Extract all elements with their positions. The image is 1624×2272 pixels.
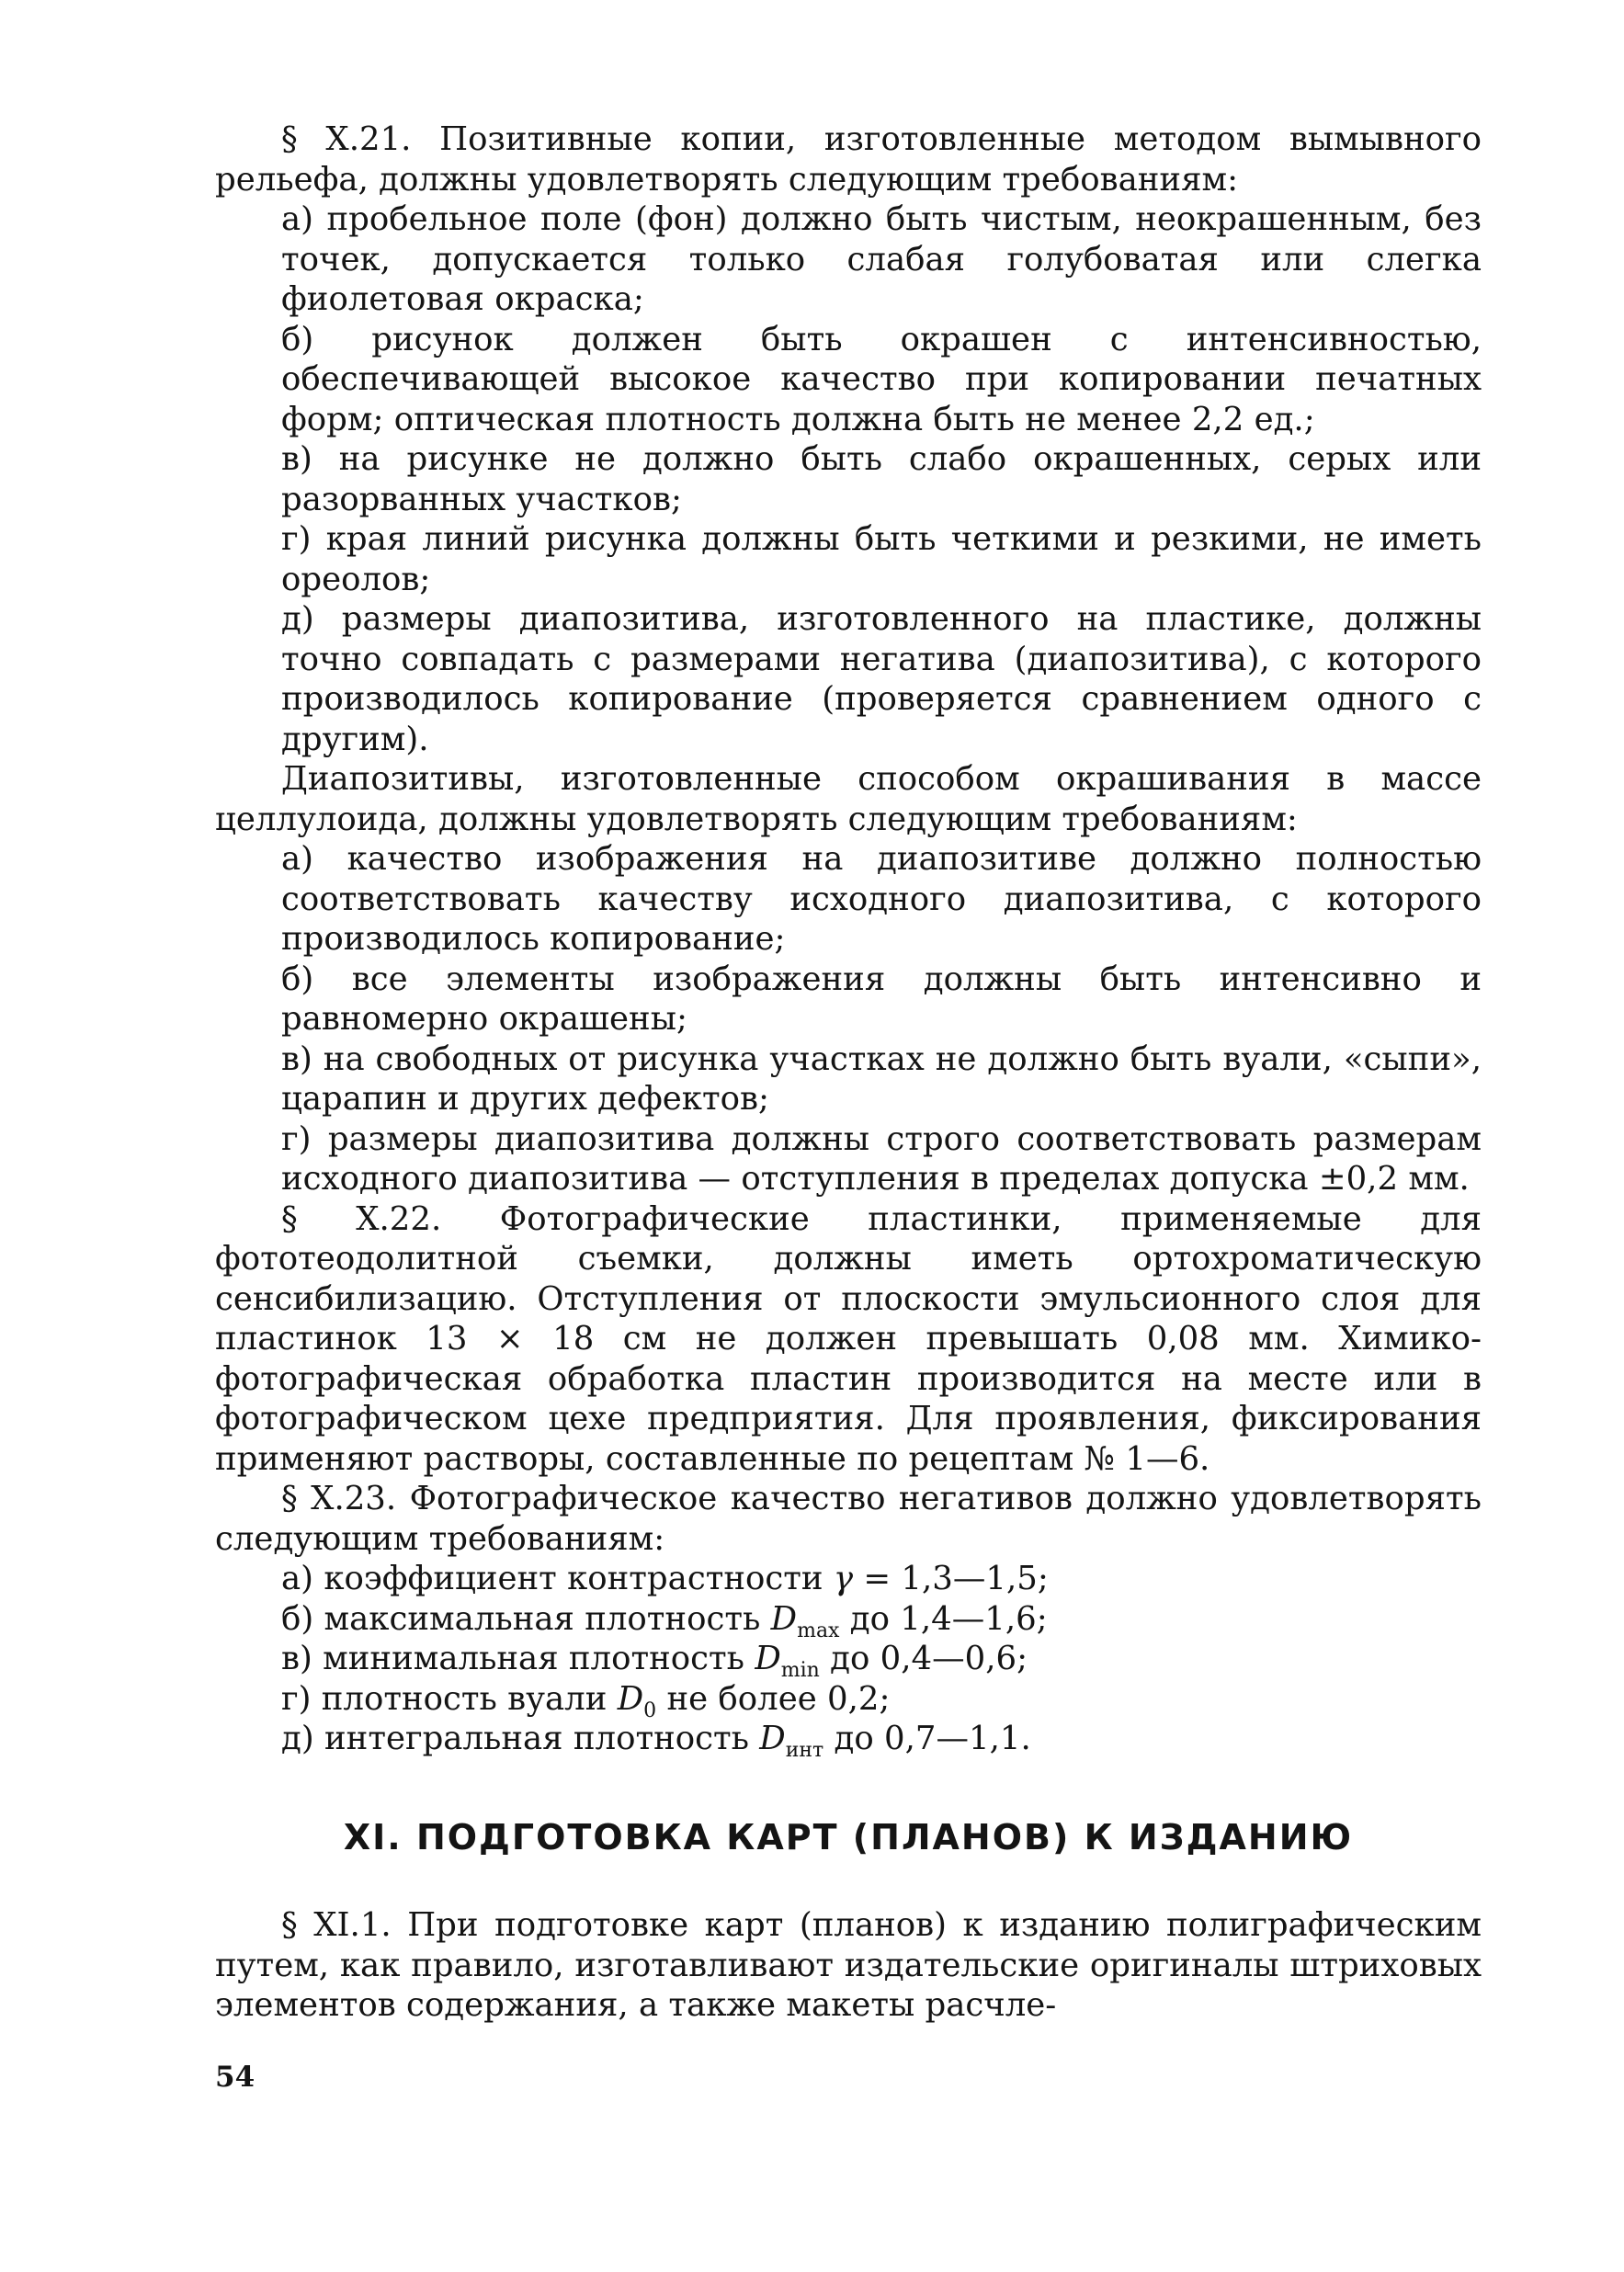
list-item: б) максимальная плотность $D_{max}$ до 1,4—1,6;	[281, 1599, 1048, 1642]
chapter-heading: XI. ПОДГОТОВКА КАРТ (ПЛАНОВ) К ИЗДАНИЮ	[343, 1816, 1354, 1857]
list-item: в) на свободных от рисунка участках не должно быть вуали, «сыпи», царапин и других дефектов;	[281, 1039, 1482, 1118]
section-x23-intro: § X.23. Фотографическое качество негативов должно удовлетворять следующим требованиям:	[215, 1480, 1482, 1558]
list-item: г) плотность вуали $D_0$ не более 0,2;	[281, 1679, 891, 1722]
list-item: а) коэффициент контрастности γ = 1,3—1,5;	[281, 1560, 1049, 1597]
list-item: в) на рисунке не должно быть слабо окрашенных, серых или разорванных участков;	[281, 440, 1482, 518]
page-number: 54	[215, 2061, 256, 2094]
list-item: г) размеры диапозитива должны строго соответствовать размерам исходного диапозитива — отступления в пределах допуска ±0,2 мм.	[281, 1119, 1482, 1198]
section-x22-text: § X.22. Фотографические пластинки, применяемые для фототеодолитной съемки, должны иметь ортохроматическую сенсибилизацию. Отступления от плоскости эмульсионного слоя для пластинок 13 × 18 см не должен превышать 0,08 мм. Химико-фотографическая обработка пластин производится на месте или в фотографическом цехе предприятия. Для проявления, фиксирования применяют растворы, составленные по рецептам № 1—6.	[215, 1199, 1482, 1478]
page-content	[215, 119, 1482, 2026]
list-item: а) пробельное поле (фон) должно быть чистым, неокрашенным, без точек, допускается только слабая голубоватая или слегка фиолетовая окраска;	[281, 200, 1482, 318]
section-x21-list	[215, 199, 1482, 759]
section-x23-list	[215, 1559, 1482, 1763]
list-item: б) все элементы изображения должны быть интенсивно и равномерно окрашены;	[281, 960, 1482, 1038]
list-item: б) рисунок должен быть окрашен с интенсивностью, обеспечивающей высокое качество при копировании печатных форм; оптическая плотность должна быть не менее 2,2 ед.;	[281, 320, 1482, 438]
section-x21-intro: § X.21. Позитивные копии, изготовленные методом вымывного рельефа, должны удовлетворять следующим требованиям:	[215, 120, 1482, 199]
list-item: в) минимальная плотность $D_{min}$ до 0,4—0,6;	[281, 1640, 1028, 1683]
list-item: а) качество изображения на диапозитиве должно полностью соответствовать качеству исходного диапозитива, с которого производилось копирование;	[281, 840, 1482, 958]
section-x21-intro2: Диапозитивы, изготовленные способом окрашивания в массе целлулоида, должны удовлетворять следующим требованиям:	[215, 760, 1482, 838]
list-item: д) интегральная плотность $D_{инт}$ до 0,7—1,1.	[281, 1720, 1031, 1763]
list-item: г) края линий рисунка должны быть четкими и резкими, не иметь ореолов;	[281, 520, 1482, 598]
list-item: д) размеры диапозитива, изготовленного на пластике, должны точно совпадать с размерами негатива (диапозитива), с которого производилось копирование (проверяется сравнением одного с другим).	[281, 600, 1482, 758]
section-x21-list2	[215, 839, 1482, 1199]
section-xi1-text: § XI.1. При подготовке карт (планов) к изданию полиграфическим путем, как правило, изготавливают издательские оригиналы штриховых элементов содержания, а также макеты расчле-	[215, 1906, 1482, 2024]
